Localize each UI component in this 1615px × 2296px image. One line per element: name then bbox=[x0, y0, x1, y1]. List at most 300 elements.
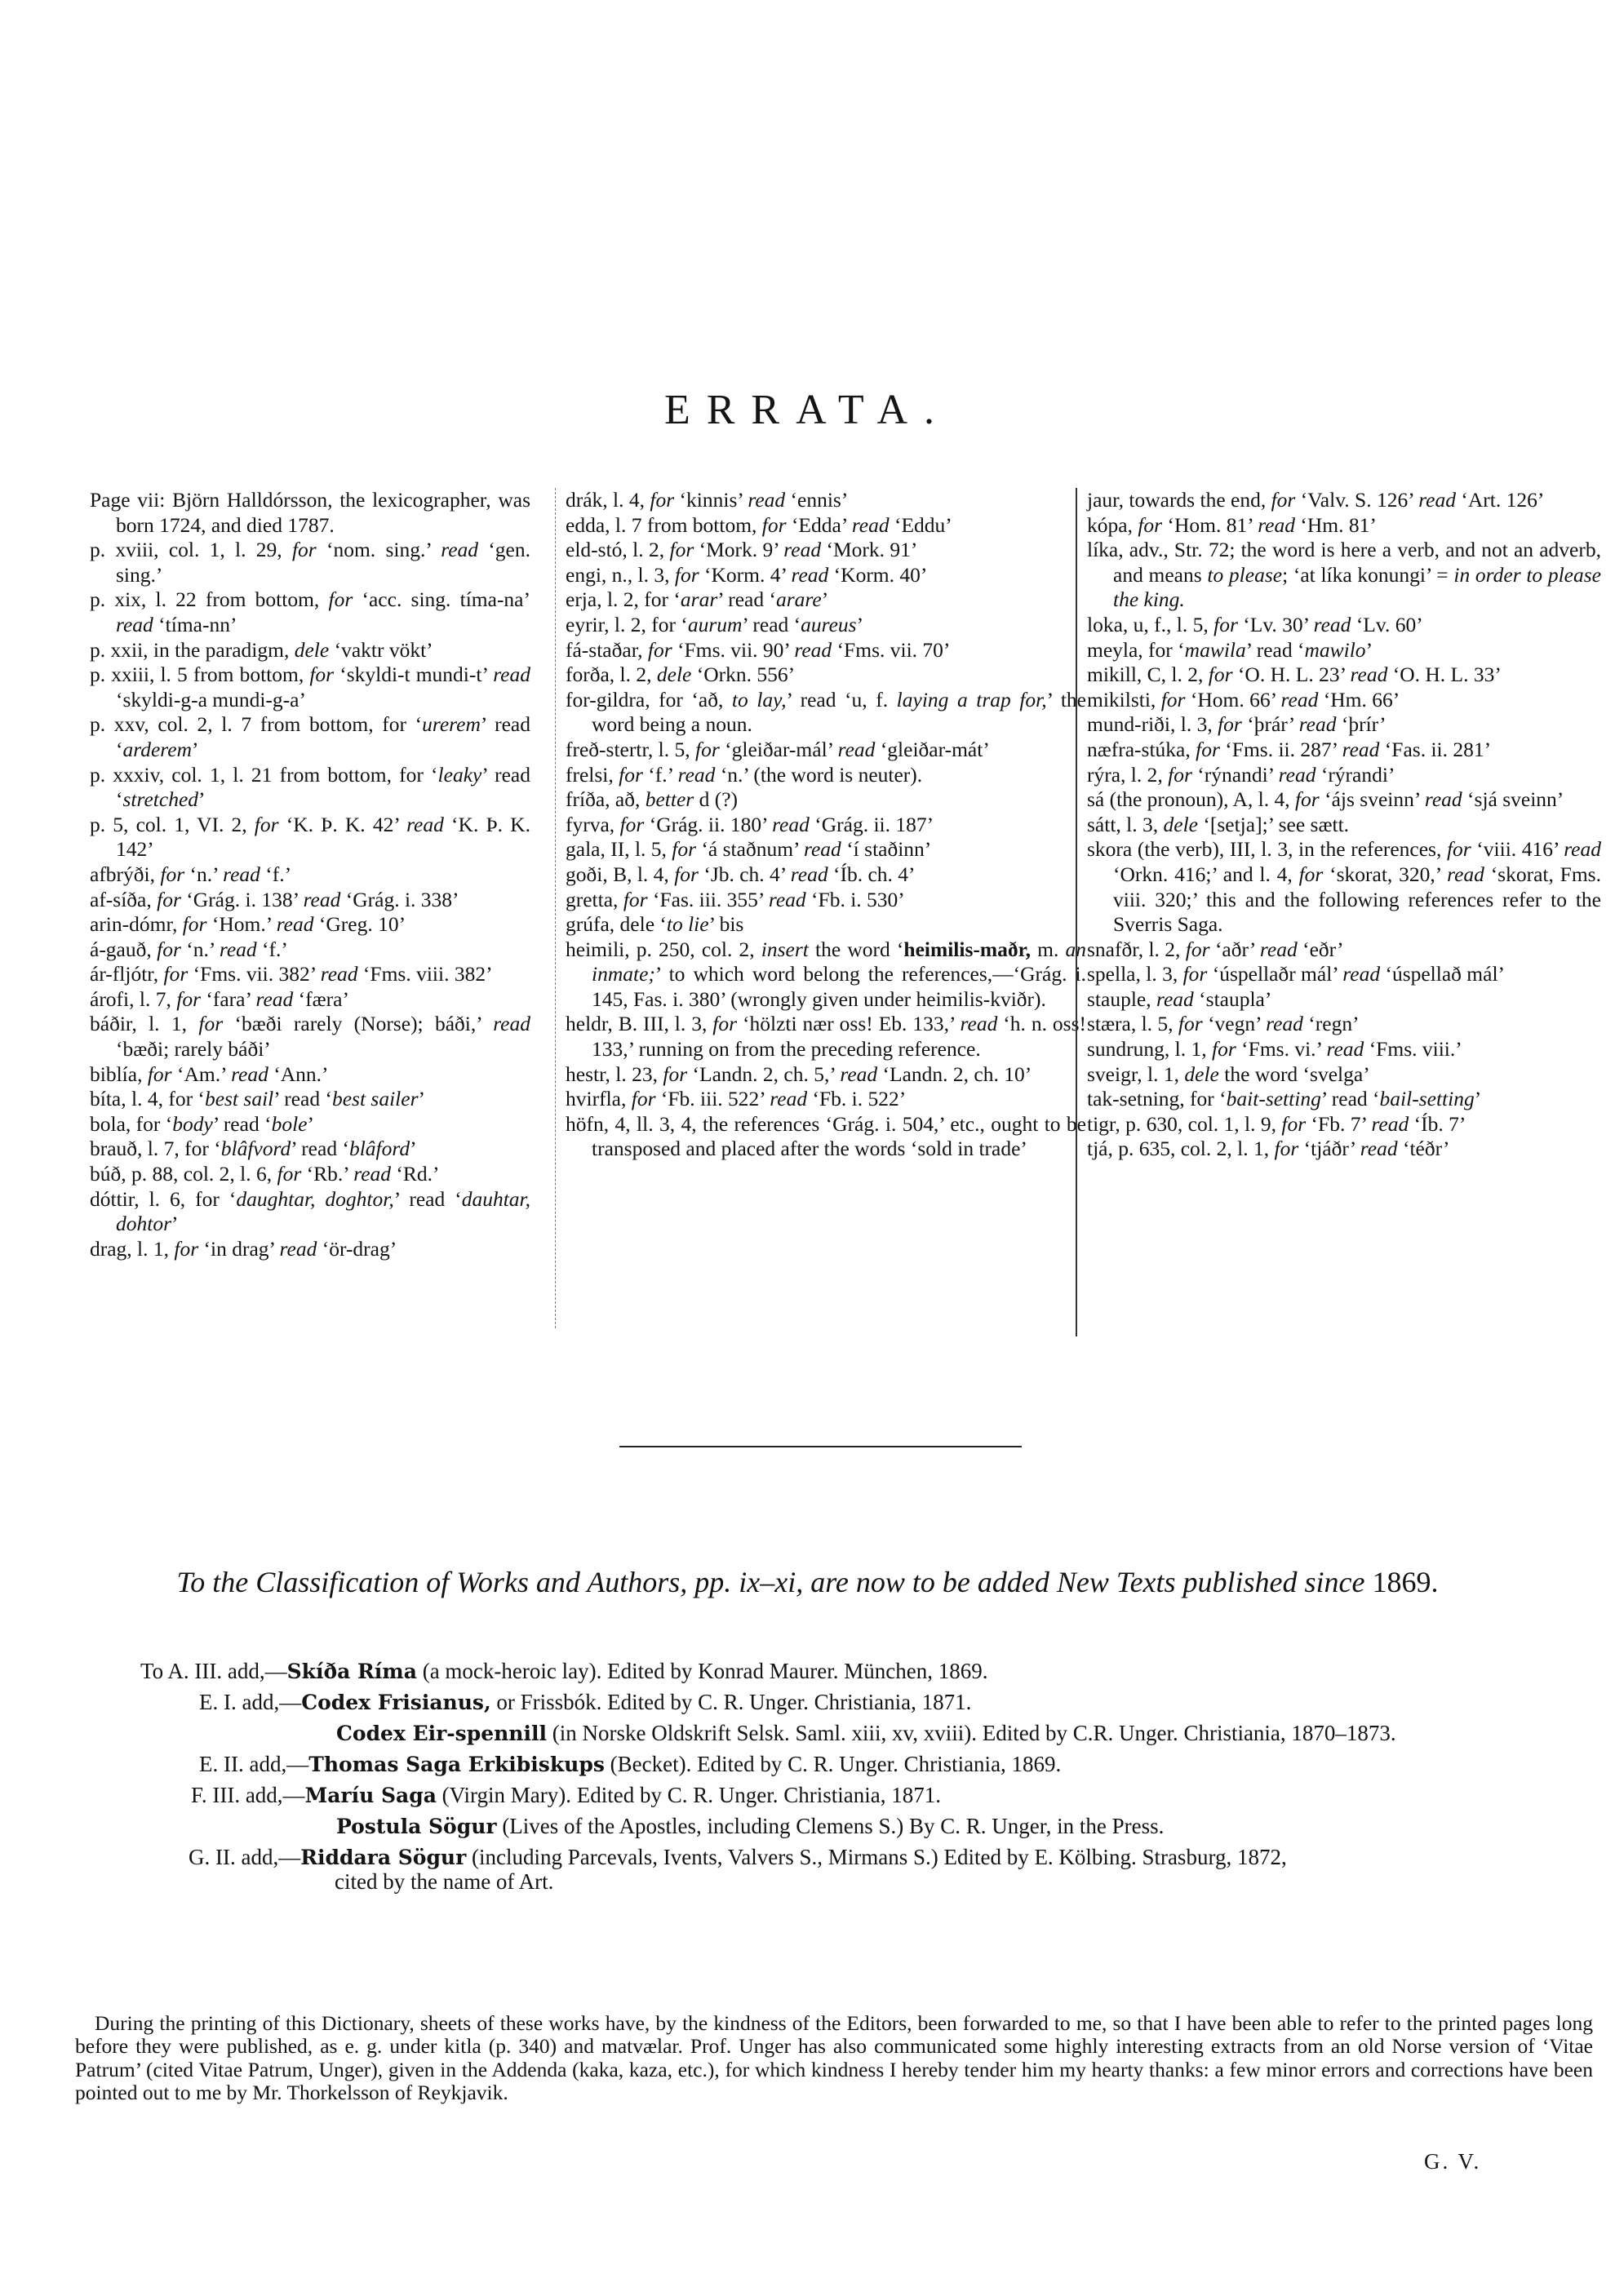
entry-italic-text: read bbox=[1564, 837, 1601, 862]
entry-italic-text: for bbox=[1298, 862, 1324, 886]
entry-italic-text: read bbox=[353, 1162, 392, 1186]
entry-italic-text: read bbox=[1350, 663, 1388, 687]
entry-italic-text: read bbox=[790, 862, 828, 886]
errata-entry bbox=[566, 862, 1086, 888]
entry-text: ‘Am.’ bbox=[171, 1062, 232, 1086]
entry-text: ’ read ‘ bbox=[212, 1111, 272, 1136]
entry-text: ‘[setja];’ see sætt. bbox=[1197, 812, 1350, 836]
entry-text: ‘Landn. 2, ch. 10’ bbox=[877, 1062, 1032, 1086]
entry-text: hestr, l. 23, bbox=[566, 1062, 663, 1086]
entry-text: ‘þrír’ bbox=[1336, 712, 1387, 737]
entry-text: ‘bæði; rarely báði’ bbox=[116, 1037, 271, 1062]
entry-italic-text: for bbox=[198, 1012, 224, 1036]
entry-text: meyla, for ‘ bbox=[1087, 637, 1185, 662]
errata-entry bbox=[90, 813, 530, 862]
entry-text: ‘Fb. i. 530’ bbox=[805, 887, 905, 911]
entry-italic-text: dauhtar, dohtor bbox=[116, 1186, 530, 1236]
entry-italic-text: for bbox=[1182, 962, 1208, 986]
entry-text: ‘Orkn. 416;’ and l. 4, bbox=[1113, 862, 1299, 886]
entry-text: ‘vegn’ bbox=[1202, 1012, 1267, 1036]
entry-italic-text: read bbox=[1298, 712, 1337, 737]
entry-italic-text: dele bbox=[294, 637, 330, 662]
entry-italic-text: read bbox=[1156, 986, 1194, 1011]
entry-text: ‘Jb. ch. 4’ bbox=[698, 862, 791, 886]
entry-text: p. xxii, in the paradigm, bbox=[90, 637, 295, 662]
entry-text: m. bbox=[1030, 937, 1066, 961]
errata-entry bbox=[90, 862, 530, 888]
errata-entry bbox=[90, 1087, 530, 1112]
entry-italic-text: aurum bbox=[687, 612, 743, 636]
entry-text: the word ‘svelga’ bbox=[1218, 1062, 1370, 1086]
entry-text: eld-stó, l. 2, bbox=[566, 538, 670, 562]
entry-text: ‘regn’ bbox=[1302, 1012, 1360, 1036]
entry-text: ‘Valv. S. 126’ bbox=[1295, 488, 1419, 512]
entry-italic-text: for bbox=[174, 1236, 199, 1261]
entry-italic-text: for bbox=[647, 637, 672, 662]
errata-entry bbox=[1087, 663, 1601, 688]
entry-italic-text: read bbox=[783, 538, 822, 562]
entry-italic-text: daughtar, doghtor, bbox=[236, 1186, 394, 1211]
entry-text: skora (the verb), III, l. 3, in the references, bbox=[1087, 837, 1447, 862]
entry-italic-text: read bbox=[1280, 687, 1319, 711]
entry-text: drák, l. 4, bbox=[566, 488, 650, 512]
entry-italic-text: read bbox=[1259, 937, 1298, 961]
entry-italic-text: read bbox=[840, 1062, 878, 1086]
errata-entry bbox=[566, 613, 1086, 638]
entry-text: ‘Fas. ii. 281’ bbox=[1379, 737, 1492, 761]
entry-italic-text: for bbox=[1212, 1037, 1236, 1062]
closing-note: During the printing of this Dictionary, sheets of these works have, by the kindness of the Editors, been forwarded to me, so that I have been able to refer to the printed pages long before they were published, as e. g. under kitla (p. 340) and matvælar. Prof. Unger has also communicated some highly interesting extracts from an old Norse version of ‘Vitae Patrum’ (cited Vitae Patrum, Unger), given in the Addenda (kaka, kaza, etc.), for which kindness I hereby tender him my hearty thanks: a few minor errors and corrections have been pointed out to me by Mr. Thorkelsson of Reykjavik. bbox=[75, 2010, 1593, 2104]
entry-italic-text: read bbox=[677, 762, 716, 787]
entry-text: ‘Korm. 4’ bbox=[699, 562, 792, 587]
entry-text: ’ bbox=[856, 612, 864, 636]
entry-italic-text: for bbox=[712, 1012, 738, 1036]
entry-text: fríða, að, bbox=[566, 787, 646, 812]
entry-text: ‘Íb. 7’ bbox=[1409, 1111, 1466, 1136]
entry-text: ‘skyldi-g-a mundi-g-a’ bbox=[116, 687, 306, 711]
entry-text: ’ read ‘ bbox=[393, 1186, 462, 1211]
entry-text: heimili, p. 250, col. 2, bbox=[566, 937, 761, 961]
entry-text: ’ read ‘u, f. bbox=[786, 687, 897, 711]
entry-text: ‘Eddu’ bbox=[889, 512, 952, 537]
entry-text: snafðr, l. 2, bbox=[1087, 937, 1186, 961]
entry-italic-text: for bbox=[1185, 937, 1210, 961]
entry-text: biblía, bbox=[90, 1062, 148, 1086]
additions-list bbox=[0, 1656, 1615, 1895]
entry-italic-text: best sail bbox=[204, 1087, 274, 1111]
errata-entry bbox=[1087, 688, 1601, 713]
entry-italic-text: read bbox=[406, 812, 444, 836]
entry-italic-text: read bbox=[748, 488, 786, 512]
entry-text: ‘gleiðar-mál’ bbox=[719, 737, 838, 761]
errata-entry bbox=[566, 587, 1086, 613]
entry-italic-text: best sailer bbox=[331, 1087, 419, 1111]
entry-text: ‘O. H. L. 33’ bbox=[1387, 663, 1502, 687]
entry-italic-text: for bbox=[674, 862, 699, 886]
errata-entry bbox=[566, 888, 1086, 913]
entry-italic-text: read bbox=[1278, 762, 1316, 787]
errata-entry bbox=[566, 837, 1086, 862]
entry-italic-text: read bbox=[441, 538, 479, 562]
entry-text: ‘hölzti nær oss! Eb. 133,’ bbox=[737, 1012, 961, 1036]
entry-text: ‘ennis’ bbox=[785, 488, 849, 512]
entry-text: ‘Fms. vii. 382’ bbox=[188, 962, 321, 986]
entry-italic-text: for bbox=[1274, 1137, 1299, 1161]
entry-text: ‘n.’ bbox=[184, 862, 224, 886]
entry-text: ‘Fms. vii. 70’ bbox=[832, 637, 951, 662]
entry-text: ‘úspellað mál’ bbox=[1380, 962, 1506, 986]
errata-entry bbox=[566, 787, 1086, 813]
entry-text: ‘Greg. 10’ bbox=[313, 912, 406, 937]
entry-text: af-síða, bbox=[90, 887, 158, 911]
entry-italic-text: read bbox=[493, 1012, 530, 1036]
entry-text: bola, for ‘ bbox=[90, 1111, 173, 1136]
entry-text: ‘Fas. iii. 355’ bbox=[647, 887, 769, 911]
entry-italic-text: for bbox=[182, 912, 207, 937]
entry-italic-text: for bbox=[328, 587, 353, 612]
entry-italic-text: for bbox=[309, 663, 335, 687]
entry-italic-text: read bbox=[1258, 512, 1295, 537]
entry-italic-text: an inmate; bbox=[592, 937, 1086, 986]
entry-italic-text: read bbox=[1360, 1137, 1398, 1161]
entry-italic-text: laying a trap for, bbox=[896, 687, 1047, 711]
entry-text: ‘Hom.’ bbox=[206, 912, 277, 937]
entry-text: fá-staðar, bbox=[566, 637, 648, 662]
entry-text: ‘K. Þ. K. 142’ bbox=[116, 812, 530, 862]
entry-italic-text: for bbox=[1281, 1111, 1307, 1136]
entry-text: ‘K. Þ. K. 42’ bbox=[278, 812, 407, 836]
addition-item bbox=[0, 1687, 1615, 1718]
entry-italic-text: read bbox=[772, 812, 810, 836]
entry-text: stæra, l. 5, bbox=[1087, 1012, 1178, 1036]
entry-text: ‘tjáðr’ bbox=[1298, 1137, 1360, 1161]
errata-entry bbox=[90, 763, 530, 813]
errata-entry bbox=[90, 488, 530, 538]
entry-italic-text: for bbox=[672, 837, 697, 862]
additions-heading-text: To the Classification of Works and Authors, pp. ix–xi, are now to be added New Texts published since bbox=[176, 1566, 1365, 1598]
addition-work-title: Codex Eir-spennill bbox=[336, 1722, 547, 1745]
entry-text: freð-stertr, l. 5, bbox=[566, 737, 696, 761]
entry-text: ár-fljótr, bbox=[90, 962, 164, 986]
entry-text: ‘viii. 416’ bbox=[1471, 837, 1564, 862]
addition-details: (a mock-heroic lay). Edited by Konrad Maurer. München, 1869. bbox=[416, 1659, 988, 1683]
addition-details: or Frissbók. Edited by C. R. Unger. Christiania, 1871. bbox=[490, 1690, 972, 1714]
entry-text: ‘Fms. vii. 90’ bbox=[672, 637, 795, 662]
entry-text: ‘staupla’ bbox=[1193, 986, 1272, 1011]
entry-text: ‘Grág. i. 338’ bbox=[340, 887, 459, 911]
entry-italic-text: mawila bbox=[1184, 637, 1246, 662]
entry-text: ‘f.’ bbox=[642, 762, 678, 787]
addition-work-title: Skíða Ríma bbox=[286, 1660, 417, 1683]
errata-column-2 bbox=[555, 488, 1086, 1328]
entry-text: ‘n.’ (the word is neuter). bbox=[715, 762, 923, 787]
entry-italic-text: read bbox=[116, 612, 153, 636]
entry-italic-text: read bbox=[493, 663, 530, 687]
entry-italic-text: for bbox=[176, 986, 201, 1011]
entry-text: ‘sjá sveinn’ bbox=[1462, 787, 1564, 812]
entry-text: ‘Fb. 7’ bbox=[1306, 1111, 1372, 1136]
addition-details: (including Parcevals, Ivents, Valvers S., Mirmans S.) Edited by E. Kölbing. Strasburg, 1872, bbox=[466, 1845, 1287, 1869]
addition-details: (Becket). Edited by C. R. Unger. Christiania, 1869. bbox=[604, 1752, 1062, 1776]
entry-text: ‘vaktr vökt’ bbox=[329, 637, 433, 662]
entry-italic-text: for bbox=[277, 1162, 302, 1186]
entry-text: ‘Mork. 9’ bbox=[694, 538, 784, 562]
entry-italic-text: dele bbox=[1163, 812, 1198, 836]
entry-italic-text: for bbox=[1138, 512, 1163, 537]
entry-text: ’ bbox=[410, 1137, 417, 1161]
errata-entry bbox=[566, 1112, 1086, 1162]
errata-entry bbox=[90, 1162, 530, 1187]
entry-text: ’ bis bbox=[708, 912, 744, 937]
entry-italic-text: for bbox=[674, 562, 699, 587]
entry-text: ‘n.’ bbox=[180, 937, 220, 961]
entry-text: mikilsti, bbox=[1087, 687, 1161, 711]
entry-italic-text: leaky bbox=[437, 762, 482, 787]
entry-italic-text: for bbox=[1294, 787, 1320, 812]
entry-text: ‘ájs sveinn’ bbox=[1319, 787, 1425, 812]
errata-entry bbox=[90, 1237, 530, 1262]
entry-text: ‘Hom. 81’ bbox=[1162, 512, 1258, 537]
entry-text: líka, adv., Str. 72; the word is here a verb, and not an adverb, and means bbox=[1087, 538, 1601, 587]
entry-text: ‘ör-drag’ bbox=[317, 1236, 397, 1261]
entry-text: ’ read ‘ bbox=[273, 1087, 332, 1111]
entry-text: the word ‘ bbox=[808, 937, 904, 961]
entry-text: ‘tíma-nn’ bbox=[153, 612, 237, 636]
entry-text: ’ bbox=[171, 1212, 179, 1236]
entry-text: ; ‘at líka konungi’ = bbox=[1282, 562, 1454, 587]
entry-text: bíta, l. 4, for ‘ bbox=[90, 1087, 205, 1111]
entry-text: mund-riði, l. 3, bbox=[1087, 712, 1218, 737]
entry-italic-text: read bbox=[1313, 612, 1351, 636]
errata-entry bbox=[566, 813, 1086, 838]
entry-text: höfn, 4, ll. 3, 4, the references ‘Grág. i. 504,’ etc., ought to be transposed and placed after the words ‘sold in trade’ bbox=[566, 1111, 1086, 1161]
entry-italic-text: read bbox=[794, 637, 832, 662]
entry-italic-text: for bbox=[147, 1062, 172, 1086]
entry-text: ’ read ‘ bbox=[116, 712, 530, 761]
entry-italic-text: to please bbox=[1207, 562, 1283, 587]
entry-text: rýra, l. 2, bbox=[1087, 762, 1169, 787]
errata-entry bbox=[90, 1062, 530, 1088]
entry-bold-text: heimilis-maðr, bbox=[903, 937, 1031, 961]
entry-text: ‘Grág. i. 138’ bbox=[180, 887, 304, 911]
entry-text: goði, B, l. 4, bbox=[566, 862, 675, 886]
entry-italic-text: for bbox=[761, 512, 787, 537]
entry-italic-text: read bbox=[837, 737, 876, 761]
entry-italic-text: for bbox=[1446, 837, 1471, 862]
errata-entry bbox=[1087, 488, 1601, 513]
errata-entry bbox=[1087, 937, 1601, 963]
entry-text: ‘Ann.’ bbox=[268, 1062, 329, 1086]
entry-italic-text: stretched bbox=[122, 787, 199, 812]
addition-item bbox=[0, 1656, 1615, 1687]
errata-entry bbox=[1087, 1012, 1601, 1037]
entry-text: ‘rýnandi’ bbox=[1191, 762, 1279, 787]
entry-text: forða, l. 2, bbox=[566, 663, 657, 687]
addition-item bbox=[0, 1811, 1615, 1842]
addition-work-title: Codex Frisianus, bbox=[301, 1691, 491, 1714]
addition-item bbox=[0, 1749, 1615, 1780]
entry-text: tjá, p. 635, col. 2, l. 1, bbox=[1087, 1137, 1275, 1161]
entry-italic-text: read bbox=[1371, 1111, 1409, 1136]
entry-text: sundrung, l. 1, bbox=[1087, 1037, 1212, 1062]
entry-text: stauple, bbox=[1087, 986, 1156, 1011]
entry-text: ‘O. H. L. 23’ bbox=[1232, 663, 1351, 687]
entry-italic-text: read bbox=[279, 1236, 317, 1261]
entry-text: hvirfla, bbox=[566, 1087, 632, 1111]
entry-italic-text: read bbox=[320, 962, 358, 986]
additions-heading-year: 1869. bbox=[1372, 1566, 1439, 1598]
addition-work-title: Thomas Saga Erkibiskups bbox=[308, 1753, 605, 1776]
errata-entry bbox=[90, 962, 530, 987]
entry-text: sá (the pronoun), A, l. 4, bbox=[1087, 787, 1295, 812]
entry-text: tigr, p. 630, col. 1, l. 9, bbox=[1087, 1111, 1282, 1136]
entry-text: p. xxv, col. 2, l. 7 from bottom, for ‘ bbox=[90, 712, 423, 737]
entry-italic-text: bait-setting bbox=[1226, 1087, 1321, 1111]
errata-entry bbox=[1087, 1037, 1601, 1062]
entry-text: p. xxiii, l. 5 from bottom, bbox=[90, 663, 310, 687]
entry-italic-text: read bbox=[960, 1012, 998, 1036]
entry-text: ‘Grág. ii. 180’ bbox=[644, 812, 773, 836]
entry-text: gretta, bbox=[566, 887, 623, 911]
signature: G. V. bbox=[1424, 2149, 1482, 2174]
entry-text: gala, II, l. 5, bbox=[566, 837, 672, 862]
entry-text: ‘h. n. oss! 133,’ running on from the preceding reference. bbox=[592, 1012, 1086, 1062]
entry-text: engi, n., l. 3, bbox=[566, 562, 675, 587]
entry-italic-text: blâfvord bbox=[220, 1137, 291, 1161]
entry-text: ‘úspellaðr mál’ bbox=[1207, 962, 1343, 986]
entry-italic-text: for bbox=[663, 1062, 688, 1086]
entry-italic-text: for bbox=[619, 762, 643, 787]
entry-italic-text: for bbox=[1208, 663, 1233, 687]
entry-text: arin-dómr, bbox=[90, 912, 183, 937]
addition-work-title: Riddara Sögur bbox=[300, 1846, 467, 1869]
addition-prefix: E. I. add,— bbox=[199, 1690, 302, 1714]
entry-italic-text: better bbox=[645, 787, 694, 812]
addition-prefix: To A. III. add,— bbox=[140, 1659, 287, 1683]
entry-italic-text: for bbox=[254, 812, 279, 836]
page-title: ERRATA. bbox=[663, 386, 952, 433]
entry-italic-text: for bbox=[1168, 762, 1192, 787]
entry-italic-text: for bbox=[163, 962, 189, 986]
entry-text: ‘acc. sing. tíma-na’ bbox=[353, 587, 530, 612]
addition-work-title: Maríu Saga bbox=[304, 1784, 437, 1807]
entry-italic-text: for bbox=[1218, 712, 1242, 737]
entry-text: ‘Fb. i. 522’ bbox=[807, 1087, 907, 1111]
errata-entry bbox=[1087, 1087, 1601, 1112]
entry-text: drag, l. 1, bbox=[90, 1236, 175, 1261]
entry-text: ‘Fms. ii. 287’ bbox=[1219, 737, 1342, 761]
entry-text: kópa, bbox=[1087, 512, 1138, 537]
entry-text: tak-setning, for ‘ bbox=[1087, 1087, 1227, 1111]
entry-text: p. xxxiv, col. 1, l. 21 from bottom, for ‘ bbox=[90, 762, 438, 787]
entry-italic-text: read bbox=[231, 1062, 268, 1086]
entry-text: for-gildra, for ‘að, bbox=[566, 687, 732, 711]
errata-entry bbox=[1087, 763, 1601, 788]
entry-text: ‘Edda’ bbox=[786, 512, 852, 537]
additions-heading bbox=[0, 1565, 1615, 1599]
errata-column-1 bbox=[90, 488, 530, 1261]
entry-text: ‘nom. sing.’ bbox=[316, 538, 441, 562]
addition-details: (in Norske Oldskrift Selsk. Saml. xiii, xv, xviii). Edited by C.R. Unger. Christiania, 1870–1873. bbox=[546, 1721, 1396, 1745]
entry-text: spella, l. 3, bbox=[1087, 962, 1183, 986]
entry-italic-text: urerem bbox=[422, 712, 481, 737]
errata-entry bbox=[90, 538, 530, 587]
entry-text: ‘Fms. viii. 382’ bbox=[357, 962, 493, 986]
entry-text: p. xviii, col. 1, l. 29, bbox=[90, 538, 292, 562]
entry-italic-text: for bbox=[1178, 1012, 1203, 1036]
entry-italic-text: read bbox=[219, 937, 257, 961]
entry-text: ‘Art. 126’ bbox=[1456, 488, 1545, 512]
entry-text: ‘Grág. ii. 187’ bbox=[809, 812, 934, 836]
entry-text: ‘Hm. 66’ bbox=[1318, 687, 1400, 711]
entry-text: ‘Lv. 30’ bbox=[1237, 612, 1314, 636]
entry-text: ‘in drag’ bbox=[198, 1236, 280, 1261]
entry-italic-text: read bbox=[255, 986, 294, 1011]
entry-text: ‘færa’ bbox=[293, 986, 349, 1011]
entry-italic-text: arar bbox=[680, 587, 718, 612]
entry-text: ‘Landn. 2, ch. 5,’ bbox=[687, 1062, 841, 1086]
errata-entry bbox=[1087, 538, 1601, 613]
entry-text: Page vii: Björn Halldórsson, the lexicographer, was born 1724, and died 1787. bbox=[90, 488, 530, 537]
entry-italic-text: for bbox=[669, 538, 694, 562]
entry-text: erja, l. 2, for ‘ bbox=[566, 587, 681, 612]
entry-text: ’ bbox=[1474, 1087, 1482, 1111]
errata-entry bbox=[90, 638, 530, 663]
entry-italic-text: read bbox=[223, 862, 260, 886]
entry-text: ‘Hom. 66’ bbox=[1185, 687, 1281, 711]
entry-text: ’ read ‘ bbox=[1320, 1087, 1380, 1111]
entry-text: ’ bbox=[198, 787, 206, 812]
entry-italic-text: mawilo bbox=[1304, 637, 1366, 662]
entry-text: næfra-stúka, bbox=[1087, 737, 1196, 761]
section-divider bbox=[619, 1446, 1022, 1447]
errata-entry bbox=[566, 488, 1086, 513]
entry-italic-text: insert bbox=[761, 937, 809, 961]
entry-text: grúfa, dele ‘ bbox=[566, 912, 667, 937]
errata-entry bbox=[566, 563, 1086, 588]
entry-text: dóttir, l. 6, for ‘ bbox=[90, 1186, 237, 1211]
errata-entry bbox=[1087, 712, 1601, 738]
entry-text: ‘Hm. 81’ bbox=[1294, 512, 1377, 537]
entry-text: mikill, C, l. 2, bbox=[1087, 663, 1209, 687]
errata-entry bbox=[90, 987, 530, 1013]
entry-text: ‘kinnis’ bbox=[674, 488, 748, 512]
entry-text: ’ bbox=[192, 737, 199, 761]
entry-text: ‘gen. sing.’ bbox=[116, 538, 530, 587]
errata-entry bbox=[566, 663, 1086, 688]
entry-text: ‘skyldi-t mundi-t’ bbox=[334, 663, 494, 687]
entry-text: ’ read ‘ bbox=[742, 612, 801, 636]
errata-entry bbox=[566, 538, 1086, 563]
errata-entry bbox=[566, 513, 1086, 539]
errata-entry bbox=[1087, 613, 1601, 638]
entry-italic-text: read bbox=[276, 912, 314, 937]
entry-text: ‘eðr’ bbox=[1297, 937, 1344, 961]
entry-text: fyrva, bbox=[566, 812, 620, 836]
errata-column-3 bbox=[1076, 488, 1601, 1336]
errata-entry bbox=[566, 1087, 1086, 1112]
errata-entry bbox=[566, 937, 1086, 1013]
entry-text: ’ bbox=[418, 1087, 425, 1111]
entry-italic-text: for bbox=[650, 488, 675, 512]
addition-work-title: Postula Sögur bbox=[336, 1815, 497, 1838]
errata-entry bbox=[90, 888, 530, 913]
entry-italic-text: read bbox=[804, 837, 841, 862]
entry-italic-text: in order to please the king. bbox=[1113, 562, 1601, 612]
entry-text: ‘f.’ bbox=[256, 937, 288, 961]
entry-text: ‘á staðnum’ bbox=[696, 837, 805, 862]
entry-text: sátt, l. 3, bbox=[1087, 812, 1164, 836]
